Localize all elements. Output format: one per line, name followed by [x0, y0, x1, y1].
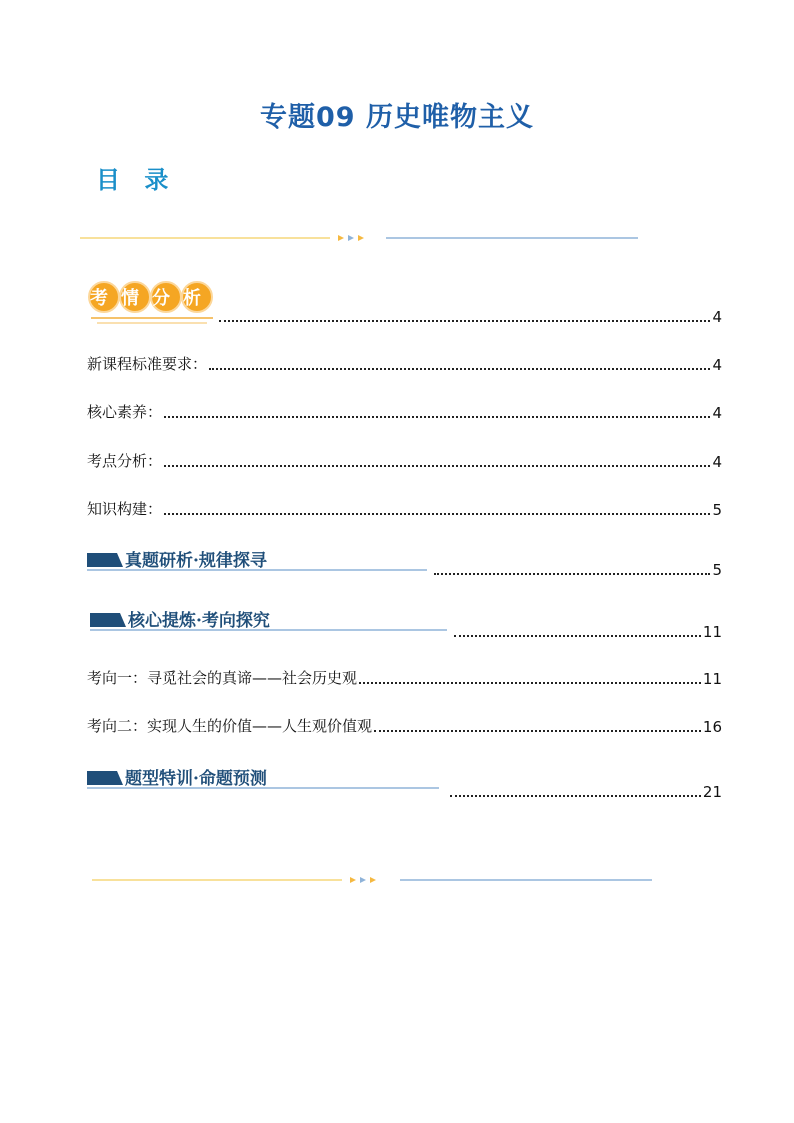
section-banner-label: 真题研析·规律探寻 — [125, 551, 267, 571]
page-number: 5 — [712, 501, 722, 519]
leader-dots — [164, 513, 710, 515]
toc-row-core-literacy[interactable] — [87, 398, 722, 422]
toc-label: 新课程标准要求： — [87, 355, 208, 373]
section-banner-label: 核心提炼·考向探究 — [128, 611, 270, 631]
leader-dots — [434, 573, 710, 575]
bottom-divider — [0, 874, 794, 886]
page-number: 11 — [702, 670, 722, 688]
page-number: 21 — [702, 783, 722, 801]
document-title: 专题09 历史唯物主义 — [260, 102, 534, 133]
section-banner-real-questions — [87, 548, 432, 578]
page-number: 4 — [712, 308, 722, 326]
page-number: 16 — [702, 718, 722, 736]
leader-dots — [164, 465, 710, 467]
toc-row-direction-one[interactable] — [87, 664, 722, 688]
page-number: 4 — [712, 404, 722, 422]
leader-dots — [450, 795, 701, 797]
top-divider — [0, 232, 794, 244]
toc-label: 考向二：实现人生的价值——人生观价值观 — [87, 717, 373, 735]
leader-dots — [219, 320, 710, 322]
toc-row-analysis[interactable] — [217, 302, 722, 326]
toc-row-question-training[interactable] — [448, 777, 722, 801]
analysis-badge — [87, 280, 217, 328]
toc-row-direction-two[interactable] — [87, 712, 722, 736]
leader-dots — [359, 682, 701, 684]
page-number: 11 — [702, 623, 722, 641]
toc-label: 核心素养： — [87, 403, 163, 421]
toc-heading: 目 录 — [96, 166, 177, 194]
leader-dots — [164, 416, 710, 418]
toc-label: 考点分析： — [87, 452, 163, 470]
toc-row-exam-points[interactable] — [87, 447, 722, 471]
page-number: 4 — [712, 453, 722, 471]
section-banner-label: 题型特训·命题预测 — [125, 769, 267, 789]
page-number: 5 — [712, 561, 722, 579]
toc-row-real-questions[interactable] — [432, 555, 722, 579]
analysis-badge-label: 考情分析 — [90, 288, 214, 309]
toc-row-standards[interactable] — [87, 350, 722, 374]
leader-dots — [209, 368, 710, 370]
page-number: 4 — [712, 356, 722, 374]
toc-label: 知识构建： — [87, 500, 163, 518]
toc-row-core-refine[interactable] — [452, 617, 722, 641]
toc-label: 考向一：寻觅社会的真谛——社会历史观 — [87, 669, 358, 687]
section-banner-question-training — [87, 766, 442, 796]
section-banner-core-refine — [90, 608, 450, 638]
leader-dots — [454, 635, 701, 637]
toc-row-knowledge[interactable] — [87, 495, 722, 519]
leader-dots — [374, 730, 701, 732]
